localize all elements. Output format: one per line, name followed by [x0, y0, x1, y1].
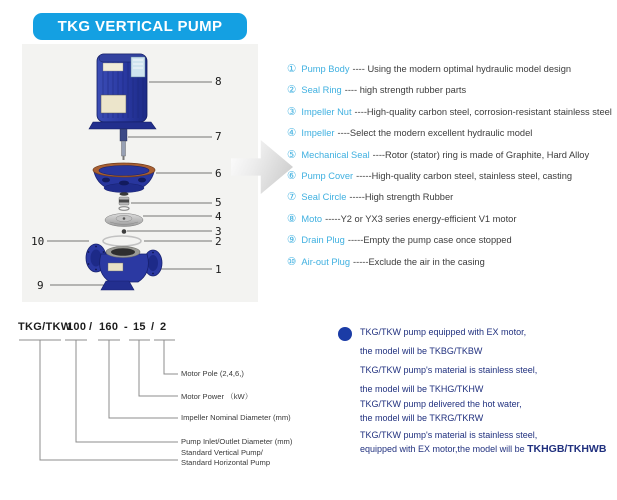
variant-line: TKG/TKW pump equipped with EX motor, [360, 327, 527, 337]
variant-line: TKG/TKW pump's material is stainless steel, [360, 365, 538, 375]
callout-label-6: 6 [215, 167, 222, 180]
mechanical-seal-part [119, 192, 129, 210]
callout-label-2: 2 [215, 235, 222, 248]
part-description: ----High-quality carbon steel, corrosion-resistant stainless steel [354, 106, 612, 117]
part-number-badge: ⑤ [287, 148, 297, 161]
part-list-item [287, 207, 615, 228]
seal-ring-part [103, 236, 141, 246]
model-code-series: TKG/TKW [18, 321, 72, 333]
part-list-item [287, 57, 615, 78]
variant-line-final-text: equipped with EX motor,the model will be [360, 444, 528, 454]
variant-line: TKG/TKW pump's material is stainless steel, [360, 430, 538, 440]
callout-label-10: 10 [31, 235, 45, 248]
model-code-impeller: 160 [99, 321, 119, 333]
callout-label-1: 1 [215, 263, 222, 276]
callout-label-3: 3 [215, 225, 222, 238]
model-code-inlet: 100 [67, 321, 87, 333]
pump-cover-part [93, 163, 155, 193]
part-list-item [287, 185, 615, 206]
part-number-badge: ③ [287, 105, 297, 118]
motor-part [89, 54, 156, 129]
variant-line: the model will be TKHG/TKHW [360, 384, 484, 394]
variant-line: the model will be TKBG/TKBW [360, 346, 483, 356]
part-name: Impeller Nut [301, 106, 352, 117]
callout-label-7: 7 [215, 130, 222, 143]
part-description: ---- high strength rubber parts [344, 85, 467, 96]
part-number-badge: ② [287, 84, 297, 97]
part-description: -----Exclude the air in the casing [353, 256, 485, 267]
part-number-badge: ① [287, 63, 297, 75]
part-description: -----Y2 or YX3 series energy-efficient V1 motor [325, 213, 517, 224]
model-code-slash: / [89, 321, 93, 333]
variant-line-final [360, 443, 606, 455]
page-title: TKG VERTICAL PUMP [57, 18, 223, 35]
part-name: Drain Plug [301, 235, 345, 246]
parts-list [287, 57, 615, 271]
callout-label-4: 4 [215, 210, 222, 223]
part-description: -----High-quality carbon steel, stainless steel, casting [356, 170, 573, 181]
part-description: -----Empty the pump case once stopped [347, 235, 512, 246]
model-code-dash: - [124, 321, 128, 333]
pump-body-part [86, 244, 162, 290]
label-impeller-diameter: Impeller Nominal Diameter (mm) [181, 413, 291, 422]
part-number-badge: ⑦ [287, 191, 297, 204]
part-name: Moto [301, 213, 323, 224]
part-list-item [287, 164, 615, 185]
part-name: Mechanical Seal [301, 149, 370, 160]
shaft-part [120, 129, 127, 160]
part-description: ---- Using the modern optimal hydraulic model design [352, 64, 572, 74]
part-name: Pump Cover [301, 170, 354, 181]
impeller-part [105, 214, 143, 227]
part-number-badge: ④ [287, 127, 297, 140]
part-list-item [287, 250, 615, 271]
label-motor-pole: Motor Pole (2,4,6,) [181, 369, 244, 378]
part-name: Seal Ring [301, 85, 342, 96]
variant-final-model: TKHGB/TKHWB [527, 443, 607, 455]
label-standard-horizontal: Standard Horizontal Pump [181, 458, 271, 467]
part-list-item [287, 100, 615, 121]
part-list-item [287, 121, 615, 142]
variant-line: TKG/TKW pump delivered the hot water, [360, 399, 522, 409]
part-name: Air-out Plug [301, 256, 350, 267]
variant-line: the model will be TKRG/TKRW [360, 413, 484, 423]
part-number-badge: ⑥ [287, 169, 297, 182]
part-name: Seal Circle [301, 192, 347, 203]
pump-exploded-diagram [0, 0, 300, 310]
callout-label-5: 5 [215, 196, 222, 209]
part-name: Pump Body [301, 64, 350, 74]
label-motor-power: Motor Power （kW） [181, 392, 253, 401]
label-standard-vertical: Standard Vertical Pump/ [181, 448, 263, 457]
model-code-power: 15 [133, 321, 146, 333]
part-description: ----Select the modern excellent hydraulic model [337, 128, 533, 139]
label-inlet-diameter: Pump Inlet/Outlet Diameter (mm) [181, 437, 293, 446]
impeller-nut-part [122, 229, 127, 234]
part-number-badge: ⑩ [287, 255, 297, 268]
part-description: ----Rotor (stator) ring is made of Graphite, Hard Alloy [372, 149, 590, 160]
model-code-pole: 2 [160, 321, 167, 333]
callout-label-8: 8 [215, 75, 222, 88]
part-list-item [287, 143, 615, 164]
part-list-item [287, 78, 615, 99]
model-code-tree-lines [0, 315, 340, 485]
callout-label-9: 9 [37, 279, 44, 292]
bullet-icon [338, 327, 352, 341]
part-name: Impeller [301, 128, 335, 139]
part-list-item [287, 228, 615, 249]
part-description: -----High strength Rubber [349, 192, 454, 203]
model-code-slash2: / [151, 321, 155, 333]
part-number-badge: ⑨ [287, 234, 297, 247]
part-number-badge: ⑧ [287, 212, 297, 225]
